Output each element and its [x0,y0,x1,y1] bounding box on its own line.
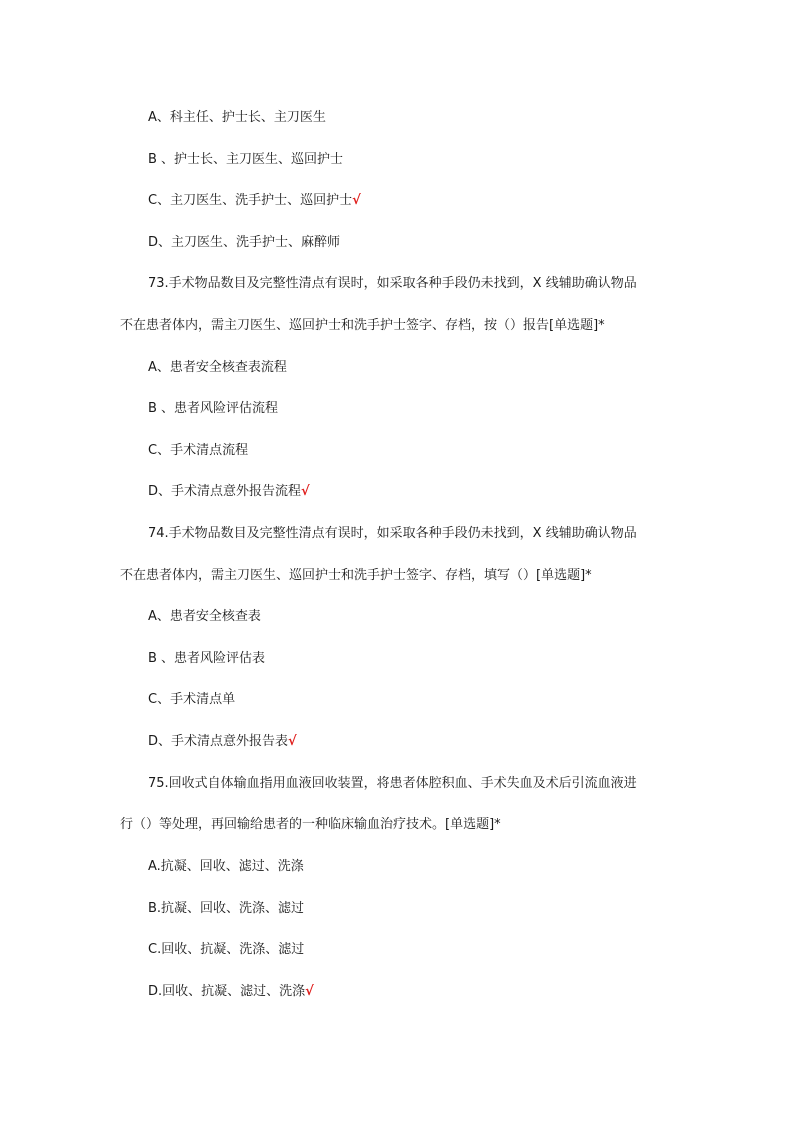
option-text: B 、护士长、主刀医生、巡回护士 [148,152,344,167]
option-d [148,733,297,751]
option-a [148,359,287,377]
question-stem-line: 73.手术物品数目及完整性清点有误时，如采取各种手段仍未找到，X 线辅助确认物品 [148,276,637,291]
correct-mark: √ [305,984,314,999]
option-text: D.回收、抗凝、滤过、洗涤 [148,984,306,999]
question-stem-line: 74.手术物品数目及完整性清点有误时，如采取各种手段仍未找到，X 线辅助确认物品 [148,526,637,541]
option-d [148,983,314,1001]
option-text: C、手术清点流程 [148,443,249,458]
option-d [148,234,340,252]
correct-mark: √ [288,734,297,749]
question-stem-line: 行（）等处理，再回输给患者的一种临床输血治疗技术。[单选题]* [120,817,501,832]
option-text: A、患者安全核查表 [148,609,261,624]
option-text: D、主刀医生、洗手护士、麻醉师 [148,235,341,250]
option-b [148,151,343,169]
option-b [148,650,265,668]
option-a [148,858,304,876]
correct-mark: √ [352,193,361,208]
option-b [148,400,278,418]
question-stem-line: 75.回收式自体输血指用血液回收装置，将患者体腔积血、手术失血及术后引流血液进 [148,776,637,791]
option-text: C、手术清点单 [148,692,236,707]
correct-mark: √ [301,484,310,499]
option-a [148,608,261,626]
option-text: A、患者安全核查表流程 [148,360,287,375]
option-text: A、科主任、护士长、主刀医生 [148,110,326,125]
option-b [148,900,304,918]
option-d [148,483,310,501]
option-c [148,192,361,210]
option-a [148,109,326,127]
option-c [148,442,248,460]
option-c [148,691,235,709]
option-text: D、手术清点意外报告流程 [148,484,302,499]
question-stem-line: 不在患者体内，需主刀医生、巡回护士和洗手护士签字、存档，按（）报告[单选题]* [120,318,605,333]
question-stem-line: 不在患者体内，需主刀医生、巡回护士和洗手护士签字、存档，填写（）[单选题]* [120,568,592,583]
option-text: A.抗凝、回收、滤过、洗涤 [148,859,304,874]
option-text: C、主刀医生、洗手护士、巡回护士 [148,193,353,208]
option-text: D、手术清点意外报告表 [148,734,289,749]
option-text: B.抗凝、回收、洗涤、滤过 [148,901,305,916]
option-text: B 、患者风险评估表 [148,651,266,666]
option-text: B 、患者风险评估流程 [148,401,279,416]
option-text: C.回收、抗凝、洗涤、滤过 [148,942,305,957]
option-c [148,941,304,959]
